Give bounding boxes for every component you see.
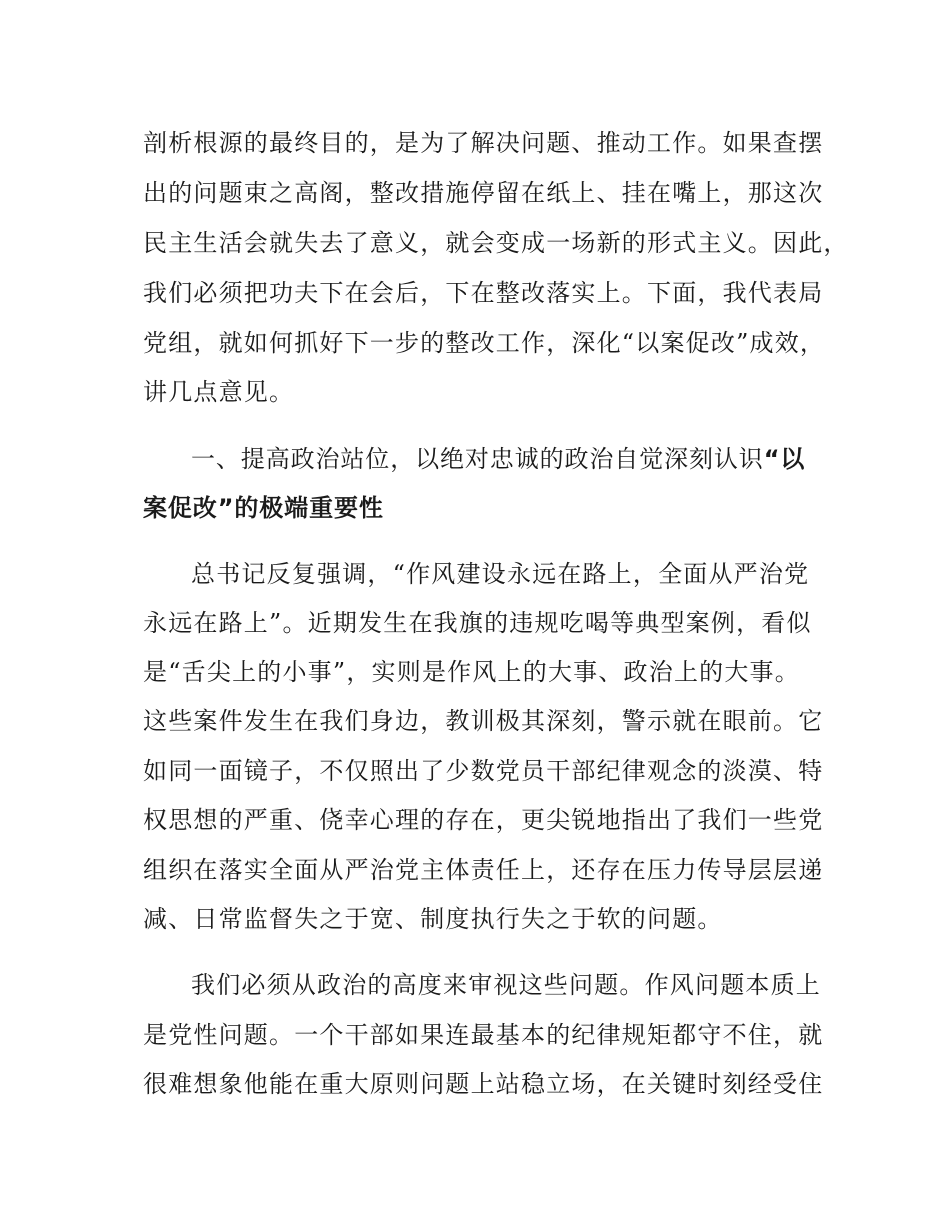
paragraph-line: 是“舌尖上的小事”，实则是作风上的大事、政治上的大事。: [143, 658, 800, 686]
paragraph-line: 组织在落实全面从严治党主体责任上，还存在压力传导层层递: [143, 856, 824, 884]
section-heading: [191, 444, 871, 474]
section-heading-emphasis: 案促改”的极端重要性: [143, 494, 384, 522]
paragraph-line: 我们必须把功夫下在会后，下在整改落实上。下面，我代表局: [143, 279, 824, 307]
paragraph-line: 这些案件发生在我们身边，教训极其深刻，警示就在眼前。它: [143, 707, 824, 735]
section-heading-text: 一、提高政治站位，以绝对忠诚的政治自觉深刻认识: [191, 445, 764, 473]
paragraph-line: 永远在路上”。近期发生在我旗的违规吃喝等典型案例，看似: [143, 609, 812, 637]
paragraph-line: 我们必须从政治的高度来审视这些问题。作风问题本质上: [191, 971, 821, 999]
paragraph-line: 党组，就如何抓好下一步的整改工作，深化“以案促改”成效，: [143, 329, 826, 357]
paragraph-line: 剖析根源的最终目的，是为了解决问题、推动工作。如果查摆: [143, 129, 824, 157]
paragraph-line: 减、日常监督失之于宽、制度执行失之于软的问题。: [143, 905, 723, 933]
paragraph-line: 出的问题束之高阁，整改措施停留在纸上、挂在嘴上，那这次: [143, 179, 824, 207]
section-heading-emphasis: “以: [763, 445, 806, 473]
paragraph-line: 民主生活会就失去了意义，就会变成一场新的形式主义。因此，: [143, 229, 849, 257]
paragraph-line: 总书记反复强调，“作风建设永远在路上，全面从严治党: [191, 560, 810, 588]
paragraph-line: 权思想的严重、侥幸心理的存在，更尖锐地指出了我们一些党: [143, 806, 824, 834]
section-heading-continued: [143, 493, 823, 523]
paragraph-line: 讲几点意见。: [143, 378, 295, 406]
paragraph-line: 很难想象他能在重大原则问题上站稳立场，在关键时刻经受住: [143, 1070, 824, 1098]
paragraph-line: 如同一面镜子，不仅照出了少数党员干部纪律观念的淡漠、特: [143, 757, 824, 785]
paragraph-line: 是党性问题。一个干部如果连最基本的纪律规矩都守不住，就: [143, 1021, 824, 1049]
